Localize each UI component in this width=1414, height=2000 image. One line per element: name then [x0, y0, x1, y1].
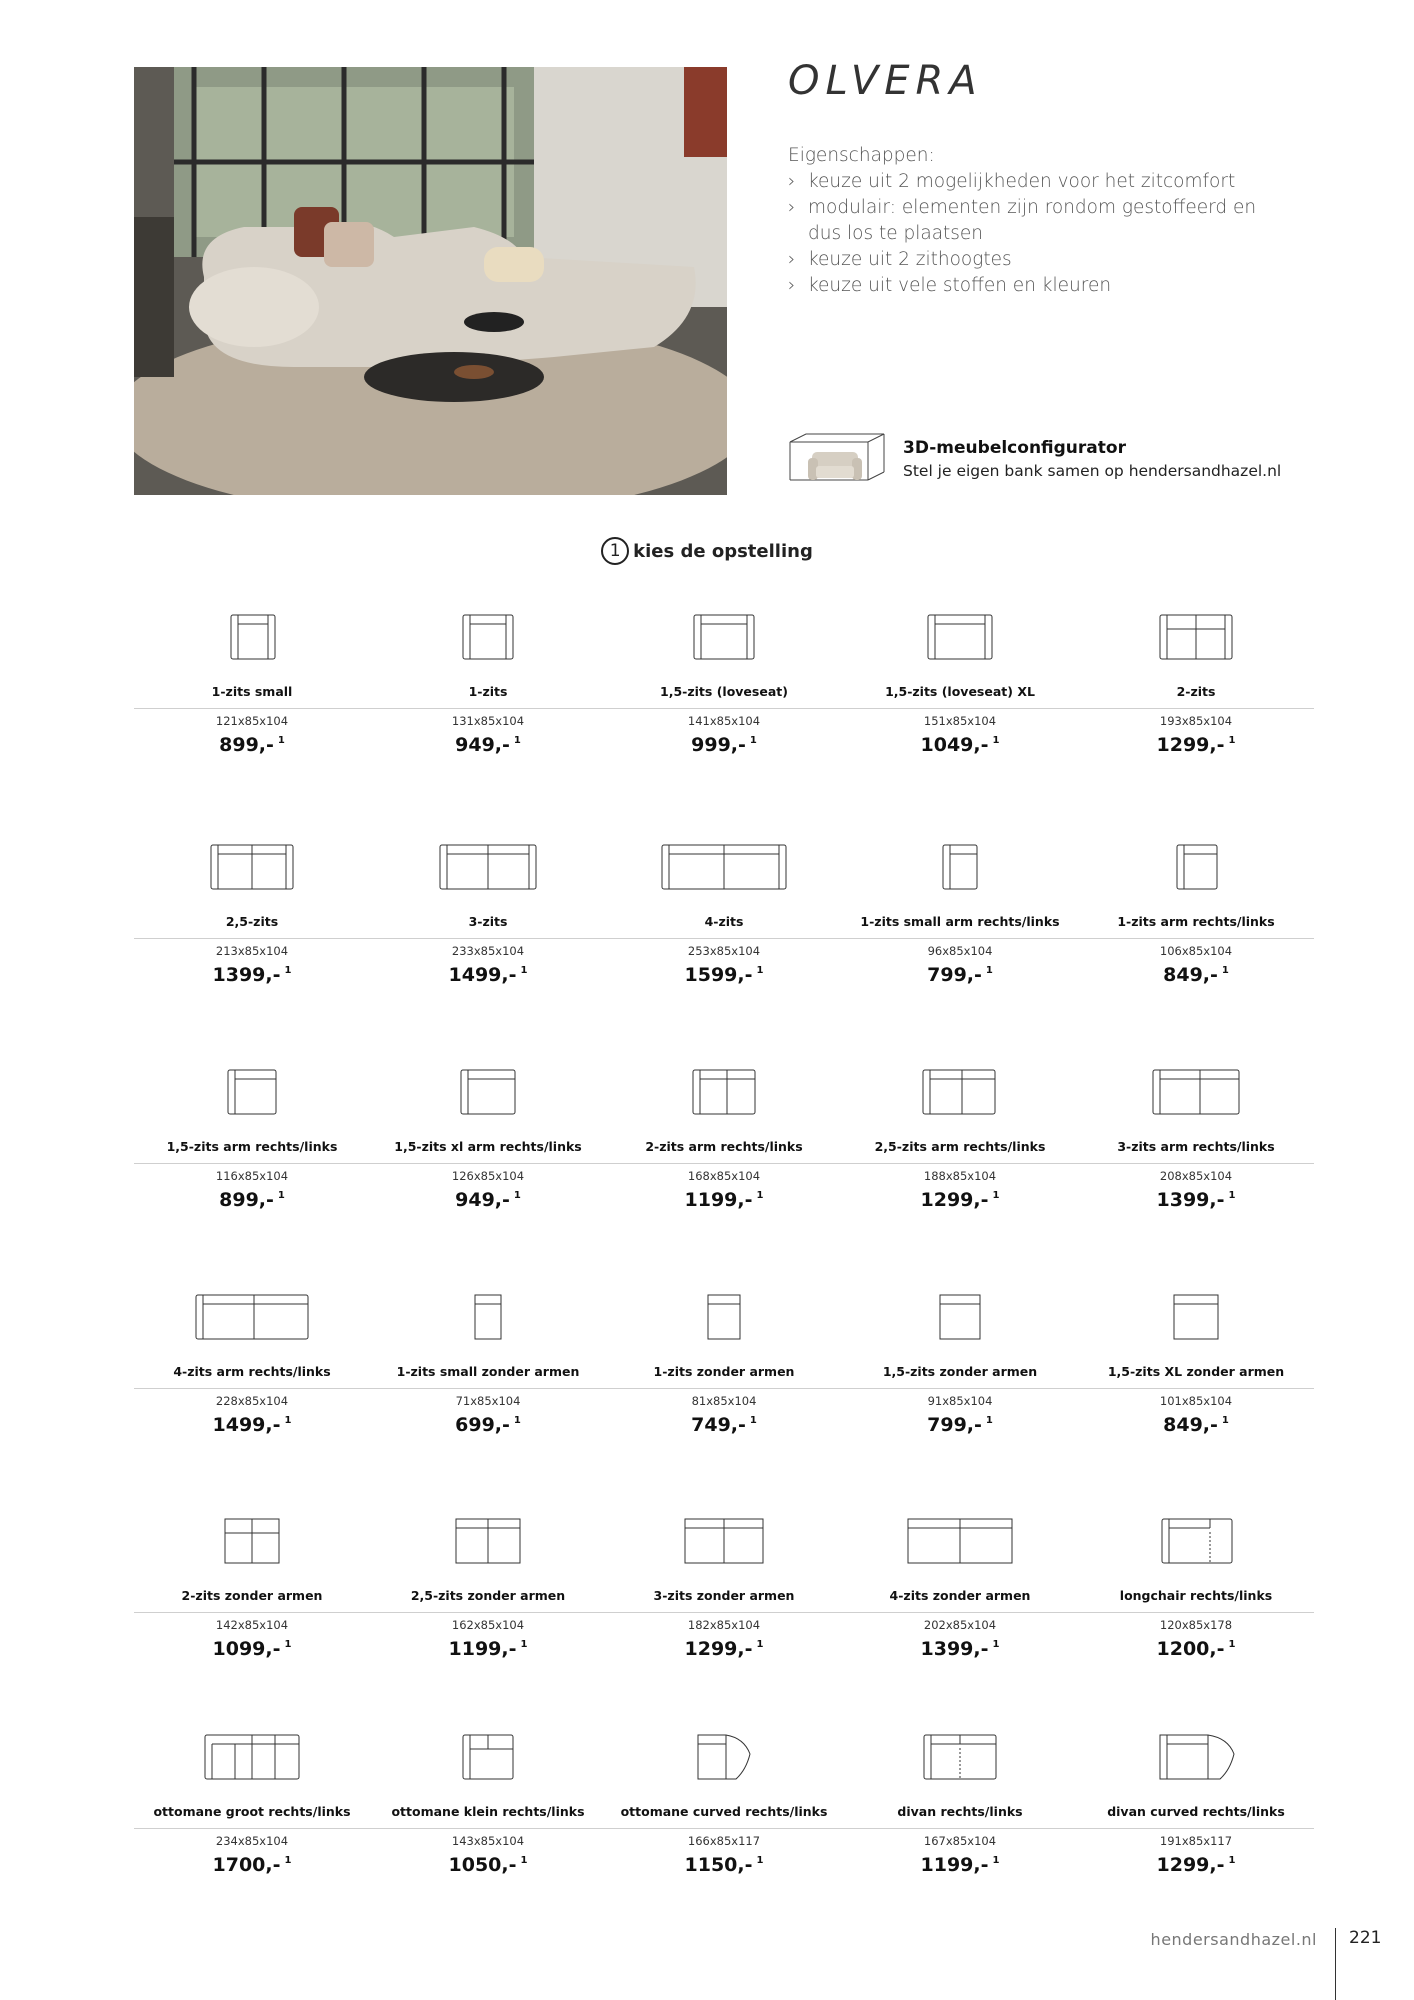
module-name: 1-zits arm rechts/links — [1117, 914, 1275, 929]
sofa-module-na-15-icon — [842, 1280, 1078, 1340]
price-footnote-marker: 1 — [513, 1415, 521, 1426]
price-footnote-marker: 1 — [520, 965, 528, 976]
row-divider — [134, 1163, 1314, 1164]
sofa-module-ottoman-curved-icon — [606, 1720, 842, 1780]
step-heading — [0, 537, 1414, 565]
price-footnote-marker: 1 — [520, 1639, 528, 1650]
sofa-module-na-2-icon — [134, 1504, 370, 1564]
properties-list — [788, 169, 1288, 299]
module-price — [606, 1854, 842, 1876]
price-footnote-marker: 1 — [277, 1190, 285, 1201]
module-dimensions: 81x85x104 — [691, 1394, 757, 1408]
page-footer — [0, 1928, 1414, 2000]
module-price — [1078, 1414, 1314, 1436]
module-dimensions: 143x85x104 — [451, 1834, 525, 1848]
module-name: 4-zits zonder armen — [889, 1588, 1031, 1603]
sofa-module-arm-25-icon — [842, 1055, 1078, 1115]
module-name: ottomane curved rechts/links — [620, 1804, 828, 1819]
property-item: › keuze uit vele stoffen en kleuren — [788, 273, 1288, 299]
property-item: › keuze uit 2 zithoogtes — [788, 247, 1288, 273]
module-price — [606, 734, 842, 756]
module-dimensions: 120x85x178 — [1159, 1618, 1233, 1632]
sofa-module-arm-2-icon — [606, 1055, 842, 1115]
price-value: 799,- — [927, 1414, 982, 1436]
module-name: divan curved rechts/links — [1107, 1804, 1285, 1819]
module-price — [370, 964, 606, 986]
module-price — [1078, 1189, 1314, 1211]
module-name: 2,5-zits zonder armen — [410, 1588, 566, 1603]
price-footnote-marker: 1 — [284, 1415, 292, 1426]
module-price — [134, 1189, 370, 1211]
sofa-module-ottoman-large-icon — [134, 1720, 370, 1780]
module-name: 2-zits zonder armen — [181, 1588, 323, 1603]
module-name: 1,5-zits (loveseat) — [660, 684, 788, 699]
price-value: 1050,- — [448, 1854, 517, 1876]
price-value: 1499,- — [212, 1414, 281, 1436]
module-name: 1,5-zits arm rechts/links — [166, 1139, 338, 1154]
price-value: 949,- — [455, 1189, 510, 1211]
module-price — [370, 1189, 606, 1211]
price-footnote-marker: 1 — [985, 965, 993, 976]
sofa-module-arm-15-icon — [134, 1055, 370, 1115]
sofa-module-arm-one-icon — [1078, 830, 1314, 890]
module-price — [1078, 1854, 1314, 1876]
module-price — [1078, 964, 1314, 986]
module-name: 3-zits — [468, 914, 508, 929]
module-name: 1,5-zits XL zonder armen — [1107, 1364, 1285, 1379]
price-footnote-marker: 1 — [520, 1855, 528, 1866]
module-price — [606, 1414, 842, 1436]
price-value: 849,- — [1163, 1414, 1218, 1436]
sofa-module-arm-small-icon — [842, 830, 1078, 890]
module-price — [134, 1638, 370, 1660]
module-name: 2,5-zits — [225, 914, 279, 929]
price-footnote-marker: 1 — [1228, 1639, 1236, 1650]
price-footnote-marker: 1 — [1228, 1190, 1236, 1201]
properties-block — [788, 143, 1288, 299]
sofa-module-two-half-icon — [134, 830, 370, 890]
module-name: 1,5-zits (loveseat) XL — [885, 684, 1035, 699]
price-value: 1499,- — [448, 964, 517, 986]
module-price — [842, 1414, 1078, 1436]
module-price — [606, 1189, 842, 1211]
sofa-module-single-icon — [370, 600, 606, 660]
module-dimensions: 116x85x104 — [215, 1169, 289, 1183]
sofa-module-three-icon — [370, 830, 606, 890]
price-value: 899,- — [219, 734, 274, 756]
module-dimensions: 167x85x104 — [923, 1834, 997, 1848]
module-name: 4-zits arm rechts/links — [173, 1364, 331, 1379]
sofa-module-na-25-icon — [370, 1504, 606, 1564]
price-value: 899,- — [219, 1189, 274, 1211]
sofa-module-arm-4-icon — [134, 1280, 370, 1340]
module-row — [134, 1720, 1314, 1910]
sofa-module-divan-icon — [842, 1720, 1078, 1780]
price-value: 1150,- — [684, 1854, 753, 1876]
module-dimensions: 162x85x104 — [451, 1618, 525, 1632]
step-number-badge: 1 — [601, 537, 629, 565]
module-dimensions: 182x85x104 — [687, 1618, 761, 1632]
module-name: 3-zits arm rechts/links — [1117, 1139, 1275, 1154]
module-dimensions: 151x85x104 — [923, 714, 997, 728]
price-footnote-marker: 1 — [1228, 735, 1236, 746]
module-name: divan rechts/links — [897, 1804, 1023, 1819]
armchair-3d-box-icon — [788, 432, 886, 488]
price-footnote-marker: 1 — [985, 1415, 993, 1426]
module-dimensions: 188x85x104 — [923, 1169, 997, 1183]
price-footnote-marker: 1 — [284, 965, 292, 976]
row-divider — [134, 1612, 1314, 1613]
price-value: 1399,- — [1156, 1189, 1225, 1211]
sofa-module-two-seat-icon — [1078, 600, 1314, 660]
module-name: 1-zits small zonder armen — [396, 1364, 580, 1379]
module-name: 1,5-zits xl arm rechts/links — [394, 1139, 582, 1154]
module-dimensions: 234x85x104 — [215, 1834, 289, 1848]
module-name: 2-zits — [1176, 684, 1216, 699]
price-footnote-marker: 1 — [756, 1190, 764, 1201]
module-price — [842, 1638, 1078, 1660]
price-value: 849,- — [1163, 964, 1218, 986]
module-dimensions: 166x85x117 — [687, 1834, 761, 1848]
module-price — [842, 964, 1078, 986]
price-footnote-marker: 1 — [749, 1415, 757, 1426]
module-price — [842, 1189, 1078, 1211]
module-dimensions: 91x85x104 — [927, 1394, 993, 1408]
module-row — [134, 830, 1314, 1020]
price-value: 1399,- — [212, 964, 281, 986]
module-price — [370, 1414, 606, 1436]
price-value: 1700,- — [212, 1854, 281, 1876]
price-value: 1299,- — [920, 1189, 989, 1211]
price-footnote-marker: 1 — [284, 1855, 292, 1866]
price-value: 1599,- — [684, 964, 753, 986]
module-dimensions: 142x85x104 — [215, 1618, 289, 1632]
sofa-module-na-3-icon — [606, 1504, 842, 1564]
row-divider — [134, 708, 1314, 709]
chevron-right-icon: › — [788, 275, 796, 296]
module-dimensions: 96x85x104 — [927, 944, 993, 958]
module-price — [370, 734, 606, 756]
price-footnote-marker: 1 — [756, 1639, 764, 1650]
module-name: 2-zits arm rechts/links — [645, 1139, 803, 1154]
price-value: 799,- — [927, 964, 982, 986]
price-footnote-marker: 1 — [284, 1639, 292, 1650]
sofa-module-ottoman-small-icon — [370, 1720, 606, 1780]
sofa-module-single-small-icon — [134, 600, 370, 660]
price-value: 1199,- — [448, 1638, 517, 1660]
chevron-right-icon: › — [788, 171, 796, 192]
module-dimensions: 141x85x104 — [687, 714, 761, 728]
chevron-right-icon: › — [788, 249, 796, 270]
module-name: 1-zits — [468, 684, 508, 699]
price-footnote-marker: 1 — [992, 1639, 1000, 1650]
product-title: OLVERA — [788, 58, 983, 104]
price-footnote-marker: 1 — [1221, 965, 1229, 976]
module-name: 1-zits small arm rechts/links — [860, 914, 1060, 929]
module-row — [134, 1280, 1314, 1470]
footer-divider — [1335, 1928, 1336, 2000]
chevron-right-icon: › — [788, 197, 796, 218]
product-photo — [134, 67, 727, 495]
sofa-module-arm-3-icon — [1078, 1055, 1314, 1115]
module-price — [134, 964, 370, 986]
row-divider — [134, 938, 1314, 939]
module-price — [1078, 734, 1314, 756]
price-value: 1399,- — [920, 1638, 989, 1660]
module-price — [842, 1854, 1078, 1876]
module-name: 4-zits — [704, 914, 744, 929]
module-price — [842, 734, 1078, 756]
module-dimensions: 213x85x104 — [215, 944, 289, 958]
price-value: 949,- — [455, 734, 510, 756]
price-value: 1299,- — [1156, 734, 1225, 756]
configurator-block[interactable] — [788, 432, 1348, 488]
price-value: 1199,- — [920, 1854, 989, 1876]
price-footnote-marker: 1 — [992, 1855, 1000, 1866]
sofa-module-longchair-icon — [1078, 1504, 1314, 1564]
sofa-module-arm-15xl-icon — [370, 1055, 606, 1115]
module-dimensions: 168x85x104 — [687, 1169, 761, 1183]
price-footnote-marker: 1 — [513, 735, 521, 746]
price-value: 1299,- — [684, 1638, 753, 1660]
sofa-module-four-icon — [606, 830, 842, 890]
price-value: 1049,- — [920, 734, 989, 756]
row-divider — [134, 1828, 1314, 1829]
page-number: 221 — [1349, 1928, 1382, 1948]
module-dimensions: 253x85x104 — [687, 944, 761, 958]
price-value: 699,- — [455, 1414, 510, 1436]
price-value: 1200,- — [1156, 1638, 1225, 1660]
price-footnote-marker: 1 — [749, 735, 757, 746]
property-item: › keuze uit 2 mogelijkheden voor het zitcomfort — [788, 169, 1288, 195]
module-price — [606, 964, 842, 986]
module-price — [606, 1638, 842, 1660]
configurator-title: 3D-meubelconfigurator — [903, 438, 1126, 458]
module-dimensions: 131x85x104 — [451, 714, 525, 728]
module-dimensions: 208x85x104 — [1159, 1169, 1233, 1183]
properties-header: Eigenschappen: — [788, 145, 935, 166]
module-name: 1,5-zits zonder armen — [882, 1364, 1038, 1379]
price-footnote-marker: 1 — [992, 735, 1000, 746]
row-divider — [134, 1388, 1314, 1389]
module-name: ottomane groot rechts/links — [153, 1804, 351, 1819]
module-dimensions: 191x85x117 — [1159, 1834, 1233, 1848]
price-footnote-marker: 1 — [756, 1855, 764, 1866]
price-footnote-marker: 1 — [513, 1190, 521, 1201]
module-dimensions: 121x85x104 — [215, 714, 289, 728]
module-name: 2,5-zits arm rechts/links — [874, 1139, 1046, 1154]
module-dimensions: 106x85x104 — [1159, 944, 1233, 958]
sofa-module-na-small-icon — [370, 1280, 606, 1340]
module-dimensions: 202x85x104 — [923, 1618, 997, 1632]
module-name: 1-zits small — [211, 684, 293, 699]
price-value: 1099,- — [212, 1638, 281, 1660]
price-value: 749,- — [691, 1414, 746, 1436]
module-price — [370, 1638, 606, 1660]
module-price — [370, 1854, 606, 1876]
module-dimensions: 193x85x104 — [1159, 714, 1233, 728]
module-dimensions: 71x85x104 — [455, 1394, 521, 1408]
module-price — [134, 1854, 370, 1876]
module-price — [134, 1414, 370, 1436]
module-name: ottomane klein rechts/links — [391, 1804, 585, 1819]
price-value: 1299,- — [1156, 1854, 1225, 1876]
module-name: 3-zits zonder armen — [653, 1588, 795, 1603]
sofa-module-na-15xl-icon — [1078, 1280, 1314, 1340]
module-name: 1-zits zonder armen — [653, 1364, 795, 1379]
sofa-module-divan-curved-icon — [1078, 1720, 1314, 1780]
property-item: › modulair: elementen zijn rondom gestoffeerd en dus los te plaatsen — [788, 197, 1257, 244]
footer-website[interactable]: hendersandhazel.nl — [1150, 1930, 1317, 1949]
sofa-module-loveseat-icon — [606, 600, 842, 660]
module-price — [1078, 1638, 1314, 1660]
module-dimensions: 228x85x104 — [215, 1394, 289, 1408]
module-price — [134, 734, 370, 756]
sofa-module-na-4-icon — [842, 1504, 1078, 1564]
sofa-module-loveseat-xl-icon — [842, 600, 1078, 660]
module-row — [134, 600, 1314, 790]
module-dimensions: 126x85x104 — [451, 1169, 525, 1183]
step-label: kies de opstelling — [633, 540, 813, 562]
module-dimensions: 233x85x104 — [451, 944, 525, 958]
module-dimensions: 101x85x104 — [1159, 1394, 1233, 1408]
price-footnote-marker: 1 — [992, 1190, 1000, 1201]
module-row — [134, 1055, 1314, 1245]
configurator-subtitle: Stel je eigen bank samen op hendersandhazel.nl — [903, 462, 1282, 480]
price-value: 999,- — [691, 734, 746, 756]
price-footnote-marker: 1 — [756, 965, 764, 976]
price-footnote-marker: 1 — [1228, 1855, 1236, 1866]
sofa-module-na-1-icon — [606, 1280, 842, 1340]
module-name: longchair rechts/links — [1119, 1588, 1273, 1603]
price-footnote-marker: 1 — [277, 735, 285, 746]
price-value: 1199,- — [684, 1189, 753, 1211]
module-row — [134, 1504, 1314, 1694]
price-footnote-marker: 1 — [1221, 1415, 1229, 1426]
